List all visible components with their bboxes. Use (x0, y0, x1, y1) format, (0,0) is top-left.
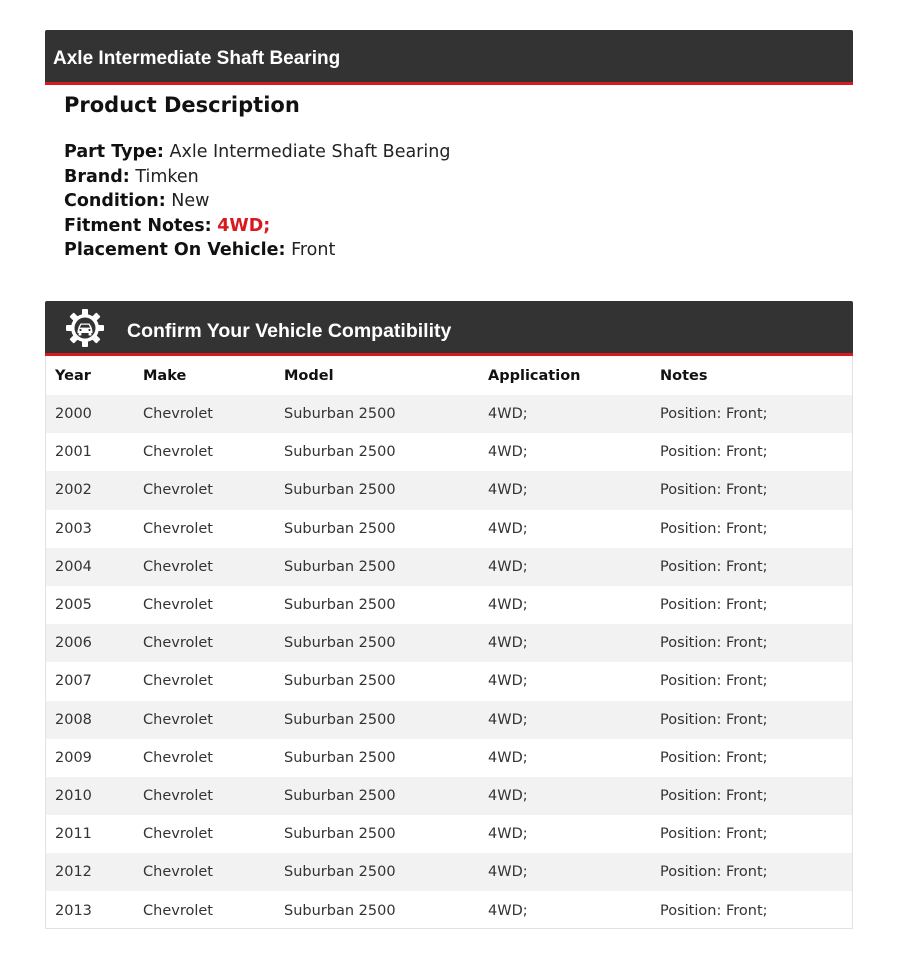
cell-make: Chevrolet (143, 749, 213, 766)
table-row (46, 471, 852, 509)
table-row (46, 891, 852, 929)
cell-year: 2000 (46, 395, 134, 433)
cell-notes: Position: Front; (660, 826, 768, 843)
field-placement (64, 238, 824, 263)
cell-notes: Position: Front; (660, 902, 768, 919)
column-header-application: Application (488, 367, 581, 384)
cell-make: Chevrolet (134, 548, 275, 586)
cell-model: Suburban 2500 (284, 520, 396, 537)
compatibility-table (46, 356, 852, 930)
field-label: Placement On Vehicle: (64, 240, 286, 261)
cell-year: 2012 (46, 853, 134, 891)
cell-application: 4WD; (479, 624, 651, 662)
cell-year: 2005 (55, 597, 92, 614)
compatibility-title: Confirm Your Vehicle Compatibility (127, 320, 452, 342)
cell-model: Suburban 2500 (275, 624, 479, 662)
field-value: Axle Intermediate Shaft Bearing (169, 142, 451, 162)
cell-make: Chevrolet (134, 624, 275, 662)
cell-application: 4WD; (479, 395, 651, 433)
cell-year: 2001 (55, 444, 92, 461)
cell-model: Suburban 2500 (275, 853, 479, 891)
table-header-row (46, 356, 852, 395)
cell-make: Chevrolet (143, 826, 213, 843)
cell-model: Suburban 2500 (275, 471, 479, 509)
field-fitment-notes (64, 214, 824, 239)
cell-make: Chevrolet (143, 520, 213, 537)
table-row (46, 586, 852, 624)
field-label: Brand: (64, 166, 130, 187)
cell-model: Suburban 2500 (275, 548, 479, 586)
cell-year: 2004 (46, 548, 134, 586)
cell-notes: Position: Front; (651, 624, 852, 662)
cell-make: Chevrolet (134, 777, 275, 815)
cell-year: 2013 (55, 902, 92, 919)
cell-year: 2002 (46, 471, 134, 509)
cell-application: 4WD; (488, 902, 528, 919)
compatibility-banner (45, 301, 853, 356)
cell-model: Suburban 2500 (284, 444, 396, 461)
table-row (46, 777, 852, 815)
cell-application: 4WD; (479, 548, 651, 586)
cell-notes: Position: Front; (660, 520, 768, 537)
cell-application: 4WD; (479, 471, 651, 509)
cell-notes: Position: Front; (651, 853, 852, 891)
cell-make: Chevrolet (143, 597, 213, 614)
cell-application: 4WD; (488, 597, 528, 614)
cell-application: 4WD; (488, 520, 528, 537)
cell-notes: Position: Front; (660, 673, 768, 690)
cell-application: 4WD; (479, 701, 651, 739)
cell-model: Suburban 2500 (284, 826, 396, 843)
cell-year: 2010 (46, 777, 134, 815)
product-title-banner (45, 30, 853, 85)
cell-model: Suburban 2500 (284, 673, 396, 690)
field-value: 4WD; (217, 215, 271, 236)
field-part-type (64, 140, 824, 165)
field-label: Part Type: (64, 142, 164, 162)
cell-model: Suburban 2500 (275, 701, 479, 739)
table-row (46, 701, 852, 739)
cell-notes: Position: Front; (660, 597, 768, 614)
table-row (46, 624, 852, 662)
cell-year: 2011 (55, 826, 92, 843)
cell-notes: Position: Front; (660, 444, 768, 461)
cell-notes: Position: Front; (660, 749, 768, 766)
field-label: Condition: (64, 191, 166, 212)
table-row (46, 662, 852, 700)
description-fields (64, 140, 824, 263)
cell-application: 4WD; (488, 673, 528, 690)
cell-notes: Position: Front; (651, 548, 852, 586)
field-value: New (171, 191, 210, 212)
column-header-year: Year (55, 367, 91, 384)
table-row (46, 433, 852, 471)
cell-make: Chevrolet (143, 902, 213, 919)
cell-make: Chevrolet (134, 471, 275, 509)
product-description (64, 90, 824, 263)
cell-make: Chevrolet (134, 701, 275, 739)
field-value: Front (291, 240, 336, 261)
cell-model: Suburban 2500 (275, 777, 479, 815)
cell-year: 2007 (55, 673, 92, 690)
cell-make: Chevrolet (134, 395, 275, 433)
description-heading: Product Description (64, 93, 300, 117)
field-value: Timken (135, 166, 199, 187)
table-row (46, 548, 852, 586)
field-brand (64, 165, 824, 190)
table-row (46, 739, 852, 777)
cell-application: 4WD; (479, 777, 651, 815)
cell-model: Suburban 2500 (284, 597, 396, 614)
table-row (46, 510, 852, 548)
compatibility-table-container (45, 356, 853, 929)
cell-year: 2006 (46, 624, 134, 662)
cell-notes: Position: Front; (651, 777, 852, 815)
cell-notes: Position: Front; (651, 395, 852, 433)
cell-make: Chevrolet (143, 444, 213, 461)
cell-make: Chevrolet (134, 853, 275, 891)
table-row (46, 395, 852, 433)
table-row (46, 853, 852, 891)
cell-year: 2009 (55, 749, 92, 766)
cell-application: 4WD; (488, 749, 528, 766)
cell-application: 4WD; (479, 853, 651, 891)
field-condition (64, 189, 824, 214)
product-title: Axle Intermediate Shaft Bearing (53, 48, 341, 69)
cell-make: Chevrolet (143, 673, 213, 690)
cell-year: 2008 (46, 701, 134, 739)
gear-car-icon (65, 308, 105, 348)
cell-model: Suburban 2500 (284, 749, 396, 766)
table-row (46, 815, 852, 853)
field-label: Fitment Notes: (64, 215, 212, 236)
cell-notes: Position: Front; (651, 701, 852, 739)
cell-model: Suburban 2500 (275, 395, 479, 433)
cell-model: Suburban 2500 (284, 902, 396, 919)
cell-notes: Position: Front; (651, 471, 852, 509)
cell-application: 4WD; (488, 444, 528, 461)
cell-year: 2003 (55, 520, 92, 537)
column-header-notes: Notes (660, 367, 708, 384)
cell-application: 4WD; (488, 826, 528, 843)
column-header-make: Make (143, 367, 187, 384)
column-header-model: Model (284, 367, 334, 384)
